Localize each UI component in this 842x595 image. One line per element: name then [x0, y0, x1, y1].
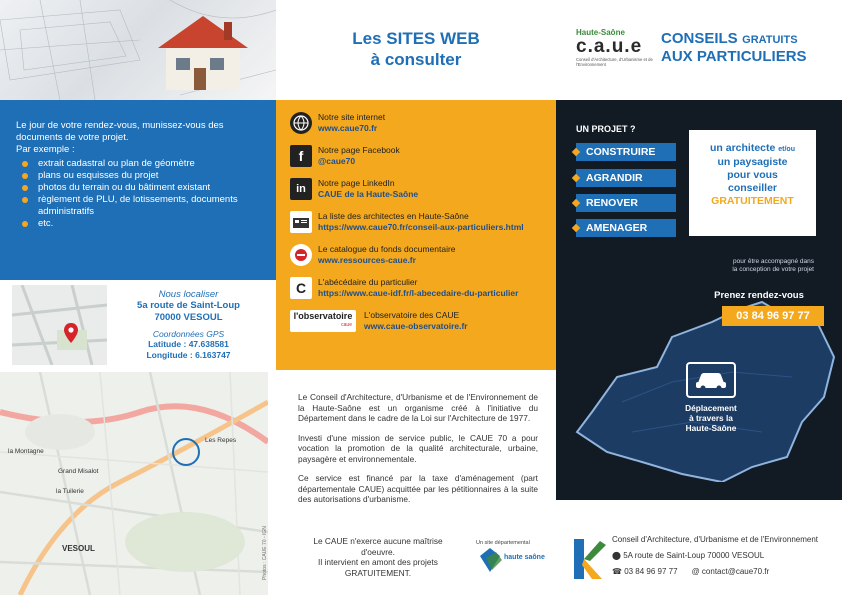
observatoire-link[interactable]: www.caue-observatoire.fr	[364, 320, 468, 331]
caue-description	[298, 392, 538, 514]
footer-address: ⬤ 5A route de Saint-Loup 70000 VESOUL	[612, 551, 765, 560]
list-item[interactable]	[290, 277, 548, 310]
accompaniment-note: pour être accompagné dans la conception de votre projet	[732, 258, 814, 273]
locate-title: Nous localiser	[158, 289, 219, 300]
site-label: La liste des architectes en Haute-Saône	[318, 211, 469, 221]
description-paragraph: Investi d'une mission de service public, le CAUE 70 a pour vocation la promotion de la qualité architecturale, urbaine, paysagère et environnementale.	[298, 432, 538, 464]
gps-label: Coordonnées GPS	[152, 329, 225, 339]
abecedaire-link[interactable]: https://www.caue-idf.fr/l-abecedaire-du-particulier	[318, 287, 519, 298]
department-logo	[476, 540, 548, 588]
bullet-icon	[22, 221, 28, 227]
map-label: VESOUL	[62, 544, 95, 553]
site-label: Notre page Facebook	[318, 145, 400, 155]
list-item: règlement de PLU, de lotissements, documents administratifs	[16, 194, 262, 218]
example-label: Par exemple :	[16, 144, 75, 155]
documents-intro: Le jour de votre rendez-vous, munissez-vous des documents de votre projet.	[16, 120, 224, 143]
projet-label: UN PROJET ?	[576, 124, 636, 134]
observatoire-logo: l'observatoire caue	[290, 310, 356, 332]
map-label: la Tuilerie	[56, 488, 84, 495]
site-label: Le catalogue du fonds documentaire	[318, 244, 456, 254]
department-logo-text: haute saône	[504, 554, 545, 561]
list-item: extrait cadastral ou plan de géomètre	[16, 158, 262, 170]
main-title: CONSEILS GRATUITS AUX PARTICULIERS	[661, 30, 807, 65]
map-label: Grand Misalot	[58, 468, 99, 475]
caue-notice: Le CAUE n'exerce aucune maîtrise d'oeuvre. Il intervient en amont des projets GRATUITEMENT.	[313, 536, 443, 578]
map-label: Les Repes	[205, 437, 237, 444]
amenager-label: AMENAGER	[576, 219, 676, 237]
list-item[interactable]	[290, 244, 548, 277]
list-item[interactable]	[290, 178, 548, 211]
abecedaire-icon: C	[290, 277, 312, 299]
bullet-icon	[22, 197, 28, 203]
professional-card: un architecte et/ou un paysagiste pour vous conseiller GRATUITEMENT	[689, 130, 816, 236]
catalogue-icon	[290, 244, 312, 266]
photo-credit: Photos : CAUE 70 - IGN	[262, 526, 268, 580]
site-label: L'abécédaire du particulier	[318, 277, 418, 287]
department-caption: Un site départemental	[476, 540, 530, 546]
footer-organization: Conseil d'Architecture, d'Urbanisme et de l'Environnement	[612, 535, 819, 544]
longitude: Longitude : 6.163747	[146, 350, 231, 360]
appointment-label: Prenez rendez-vous	[714, 290, 804, 301]
documents-section	[0, 100, 276, 280]
list-item[interactable]	[290, 310, 548, 343]
facebook-icon: f	[290, 145, 312, 167]
list-item: etc.	[16, 218, 262, 230]
vesoul-city-map	[0, 372, 268, 595]
architects-link[interactable]: https://www.caue70.fr/conseil-aux-particuliers.html	[318, 221, 524, 232]
address-line1: 5a route de Saint-Loup	[137, 300, 240, 311]
car-icon	[686, 362, 736, 398]
description-paragraph: Le Conseil d'Architecture, d'Urbanisme et de l'Environnement de la Haute-Saône est un organisme créé à l'initiative du Département dans le cadre de la Loi sur l'Architecture de 1977.	[298, 392, 538, 423]
footer-email[interactable]: @ contact@caue70.fr	[691, 567, 770, 576]
k-logo-icon	[572, 535, 606, 583]
facebook-link[interactable]: @caue70	[318, 155, 356, 166]
bullet-icon	[22, 161, 28, 167]
location-card	[12, 285, 270, 365]
caue-logo: Haute-Saône c.a.u.e Conseil d'Architecture, d'Urbanisme et de l'Environnement	[576, 28, 653, 67]
at-icon: @	[691, 567, 702, 576]
websites-section	[276, 100, 556, 370]
house-plans-photo	[0, 0, 276, 100]
right-panel	[556, 0, 842, 595]
address-line2: 70000 VESOUL	[154, 312, 223, 323]
website-link[interactable]: www.caue70.fr	[318, 122, 378, 133]
list-item[interactable]	[290, 211, 548, 244]
linkedin-icon: in	[290, 178, 312, 200]
footer-phone[interactable]: ☎ 03 84 96 97 77	[612, 567, 678, 576]
websites-title: Les SITES WEB à consulter	[352, 29, 480, 69]
description-paragraph: Ce service est financé par la taxe d'aménagement (part départementale CAUE) acquittée par les pétitionnaires à la suite des autorisations d'urbanisme.	[298, 473, 538, 504]
bullet-icon	[22, 173, 28, 179]
documents-list	[16, 158, 262, 230]
list-item: plans ou esquisses du projet	[16, 170, 262, 182]
location-icon: ⬤	[612, 551, 624, 560]
list-item[interactable]	[290, 145, 548, 178]
middle-panel	[276, 0, 556, 595]
phone-number[interactable]: 03 84 96 97 77	[722, 306, 824, 326]
house-model-icon	[148, 8, 258, 94]
latitude: Latitude : 47.638581	[148, 339, 229, 349]
site-label: Notre page LinkedIn	[318, 178, 395, 188]
map-pin-icon	[64, 323, 78, 343]
site-label: Notre site internet	[318, 112, 386, 122]
left-panel	[0, 0, 276, 595]
list-item: photos du terrain ou du bâtiment existant	[16, 182, 262, 194]
bullet-icon	[22, 185, 28, 191]
map-label: la Montagne	[8, 448, 44, 455]
travel-info: Déplacement à travers la Haute-Saône	[681, 362, 741, 434]
phone-icon: ☎	[612, 567, 625, 576]
contact-footer	[572, 535, 834, 590]
architects-list-icon	[290, 211, 312, 233]
construire-label: CONSTRUIRE	[576, 143, 676, 161]
catalogue-link[interactable]: www.ressources-caue.fr	[318, 254, 416, 265]
location-mini-map	[12, 285, 107, 365]
agrandir-label: AGRANDIR	[576, 169, 676, 187]
linkedin-link[interactable]: CAUE de la Haute-Saône	[318, 188, 419, 199]
renover-label: RENOVER	[576, 194, 676, 212]
list-item[interactable]	[290, 112, 548, 145]
globe-icon	[290, 112, 312, 134]
site-label: L'observatoire des CAUE	[364, 310, 460, 320]
